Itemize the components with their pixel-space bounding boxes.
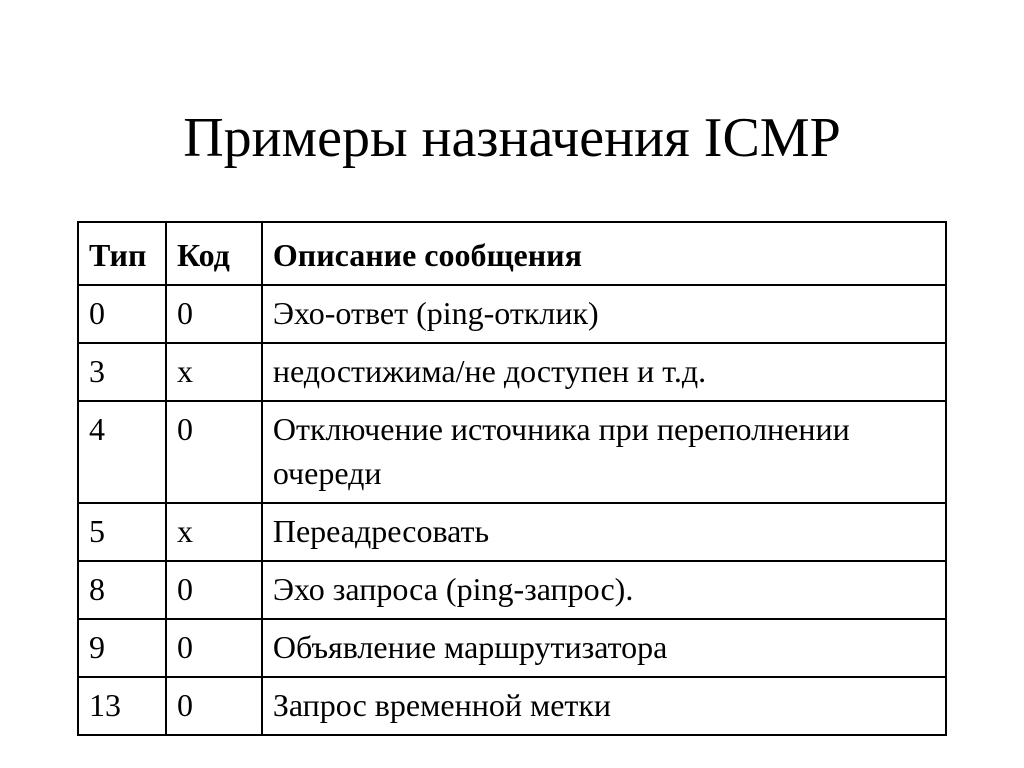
cell-type: 3 bbox=[78, 343, 166, 401]
cell-description: недостижима/не доступен и т.д. bbox=[262, 343, 946, 401]
cell-description: Отключение источника при переполнении очереди bbox=[262, 401, 946, 503]
icmp-message-table bbox=[77, 221, 947, 736]
cell-code: 0 bbox=[166, 561, 262, 619]
table-row bbox=[78, 561, 946, 619]
cell-description: Переадресовать bbox=[262, 503, 946, 561]
table-row bbox=[78, 401, 946, 503]
header-type: Тип bbox=[78, 222, 166, 285]
cell-type: 9 bbox=[78, 619, 166, 677]
cell-description: Эхо запроса (ping-запрос). bbox=[262, 561, 946, 619]
cell-type: 13 bbox=[78, 677, 166, 735]
table-row bbox=[78, 503, 946, 561]
cell-type: 4 bbox=[78, 401, 166, 503]
cell-description: Объявление маршрутизатора bbox=[262, 619, 946, 677]
cell-description: Запрос временной метки bbox=[262, 677, 946, 735]
cell-code: 0 bbox=[166, 285, 262, 343]
cell-type: 8 bbox=[78, 561, 166, 619]
table-row bbox=[78, 285, 946, 343]
header-code: Код bbox=[166, 222, 262, 285]
table-body bbox=[78, 285, 946, 735]
table-header-row bbox=[78, 222, 946, 285]
table-row bbox=[78, 343, 946, 401]
cell-code: x bbox=[166, 503, 262, 561]
cell-code: 0 bbox=[166, 677, 262, 735]
cell-type: 5 bbox=[78, 503, 166, 561]
cell-code: x bbox=[166, 343, 262, 401]
slide-title: Примеры назначения ICMP bbox=[183, 107, 841, 169]
header-description: Описание сообщения bbox=[262, 222, 946, 285]
table-row bbox=[78, 677, 946, 735]
cell-code: 0 bbox=[166, 401, 262, 503]
cell-code: 0 bbox=[166, 619, 262, 677]
cell-description: Эхо-ответ (ping-отклик) bbox=[262, 285, 946, 343]
table-row bbox=[78, 619, 946, 677]
cell-type: 0 bbox=[78, 285, 166, 343]
table-header bbox=[78, 222, 946, 285]
